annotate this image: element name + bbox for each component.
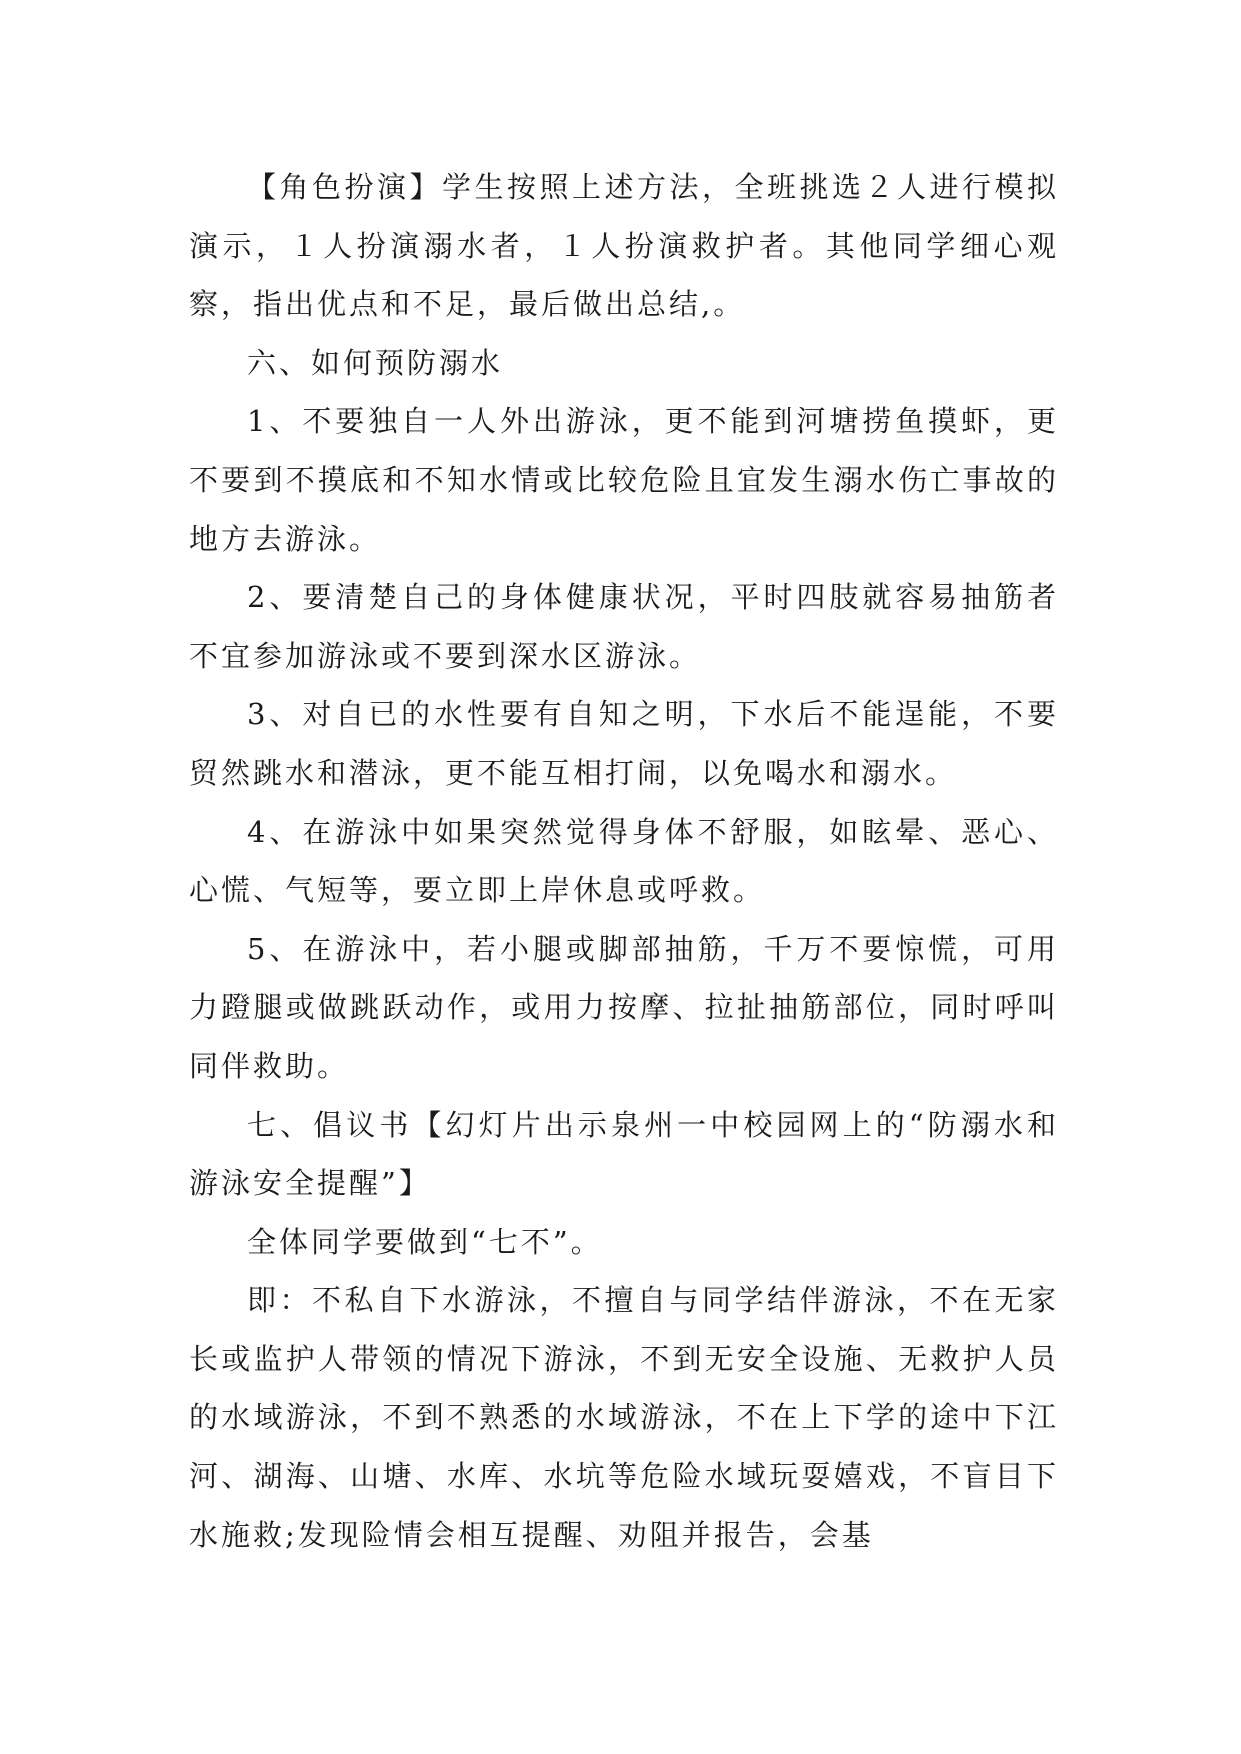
document-body: [189, 158, 1059, 1564]
paragraph-item-4: 4、在游泳中如果突然觉得身体不舒服，如眩晕、恶心、心慌、气短等，要立即上岸休息或呼救。: [189, 814, 1059, 908]
paragraph-role-play: 【角色扮演】学生按照上述方法，全班挑选２人进行模拟演示，１人扮演溺水者，１人扮演救护者。其他同学细心观察，指出优点和不足，最后做出总结,。: [189, 170, 1059, 322]
paragraph-item-1: 1、不要独自一人外出游泳，更不能到河塘捞鱼摸虾，更不要到不摸底和不知水情或比较危险且宜发生溺水伤亡事故的地方去游泳。: [189, 404, 1059, 556]
paragraph-item-5: 5、在游泳中，若小腿或脚部抽筋，千万不要惊慌，可用力蹬腿或做跳跃动作，或用力按摩、拉扯抽筋部位，同时呼叫同伴救助。: [189, 931, 1059, 1083]
paragraph-item-2: 2、要清楚自己的身体健康状况，平时四肢就容易抽筋者不宜参加游泳或不要到深水区游泳。: [189, 580, 1059, 673]
heading-prevent-drowning: 六、如何预防溺水: [247, 345, 504, 380]
heading-proposal: 七、倡议书【幻灯片出示泉州一中校园网上的“防溺水和游泳安全提醒”】: [189, 1107, 1059, 1201]
paragraph-item-3: 3、对自已的水性要有自知之明，下水后不能逞能，不要贸然跳水和潜泳，更不能互相打闹，以免喝水和溺水。: [189, 697, 1059, 790]
paragraph-seven-nots: 全体同学要做到“七不”。: [247, 1224, 603, 1259]
paragraph-details: 即：不私自下水游泳，不擅自与同学结伴游泳，不在无家长或监护人带领的情况下游泳，不到无安全设施、无救护人员的水域游泳，不到不熟悉的水域游泳，不在上下学的途中下江河、湖海、山塘、水库、水坑等危险水域玩耍嬉戏，不盲目下水施救;发现险情会相互提醒、劝阻并报告，会基: [189, 1283, 1059, 1552]
